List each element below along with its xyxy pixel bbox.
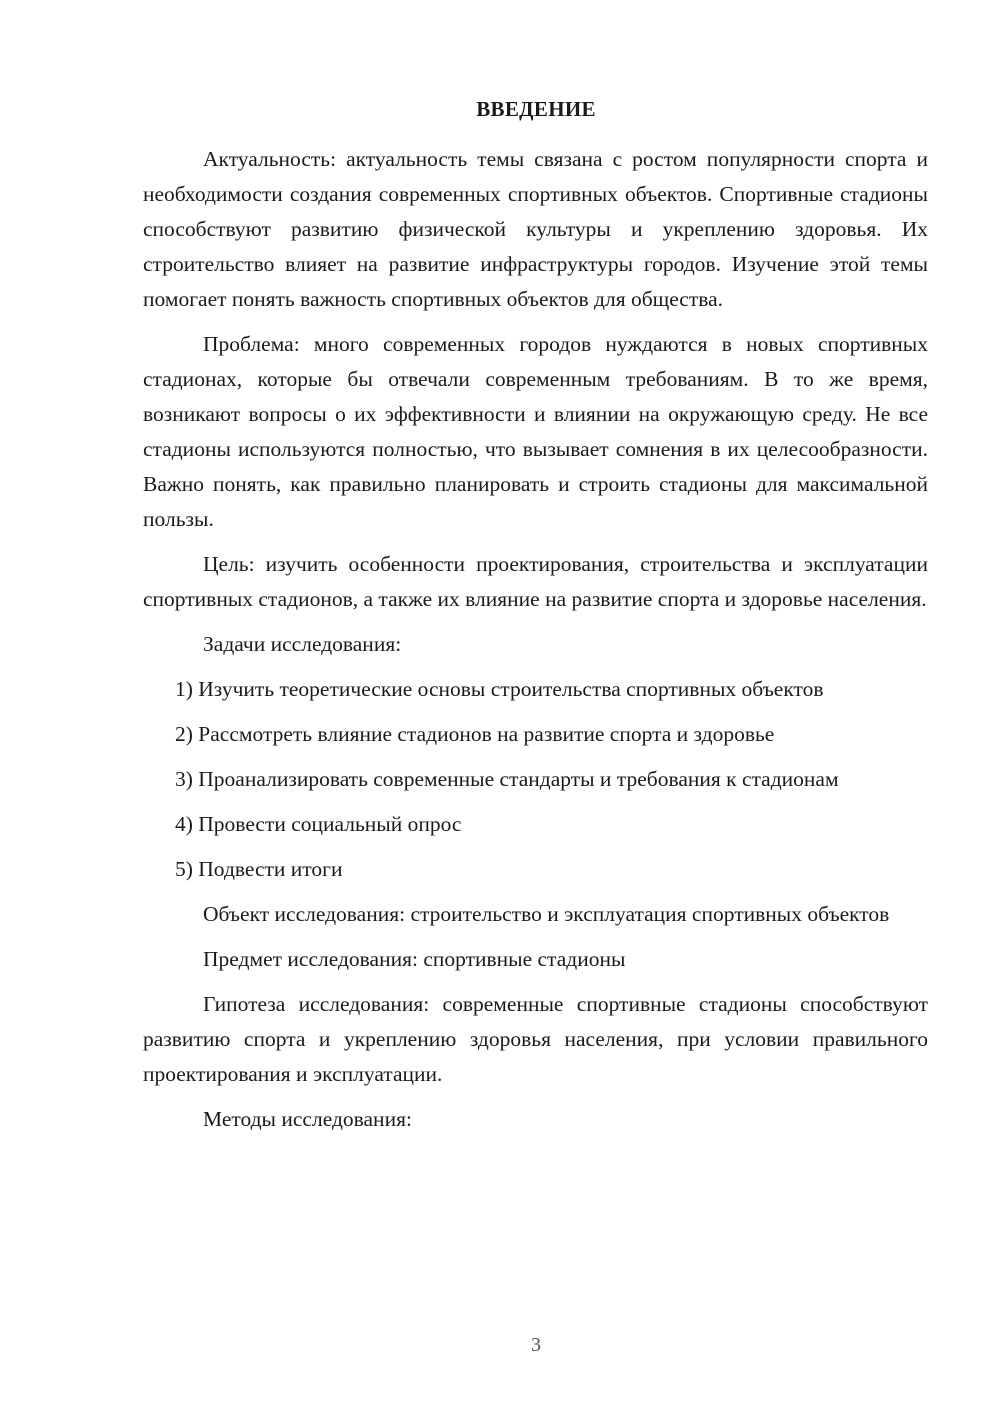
subject-paragraph: Предмет исследования: спортивные стадионы (203, 947, 626, 971)
problem-paragraph: Проблема: много современных городов нуждаются в новых спортивных стадионах, которые бы отвечали современным требованиям. В то же время, возникают вопросы о их эффективности и влиянии на окружающую среду. Не все стадионы используются полностью, что вызывает сомнения в их целесообразности. Важно понять, как правильно планировать и строить стадионы для максимальной пользы. (143, 332, 928, 531)
tasks-heading: Задачи исследования: (203, 632, 402, 656)
task-item-4: 4) Провести социальный опрос (175, 812, 462, 836)
hypothesis-paragraph: Гипотеза исследования: современные спортивные стадионы способствуют развитию спорта и укреплению здоровья населения, при условии правильного проектирования и эксплуатации. (143, 992, 928, 1086)
task-item-1: 1) Изучить теоретические основы строительства спортивных объектов (175, 677, 824, 701)
document-body (143, 142, 928, 1137)
object-paragraph: Объект исследования: строительство и эксплуатация спортивных объектов (203, 902, 890, 926)
task-item-2: 2) Рассмотреть влияние стадионов на развитие спорта и здоровье (175, 722, 775, 746)
task-item-3: 3) Проанализировать современные стандарты и требования к стадионам (175, 767, 839, 791)
page-title: ВВЕДЕНИЕ (476, 97, 596, 121)
relevance-paragraph: Актуальность: актуальность темы связана с ростом популярности спорта и необходимости создания современных спортивных объектов. Спортивные стадионы способствуют развитию физической культуры и укреплению здоровья. Их строительство влияет на развитие инфраструктуры городов. Изучение этой темы помогает понять важность спортивных объектов для общества. (143, 147, 928, 311)
task-item-5: 5) Подвести итоги (175, 857, 343, 881)
methods-heading: Методы исследования: (203, 1107, 412, 1131)
page-number: 3 (531, 1334, 541, 1356)
goal-paragraph: Цель: изучить особенности проектирования, строительства и эксплуатации спортивных стадионов, а также их влияние на развитие спорта и здоровье населения. (143, 552, 928, 611)
